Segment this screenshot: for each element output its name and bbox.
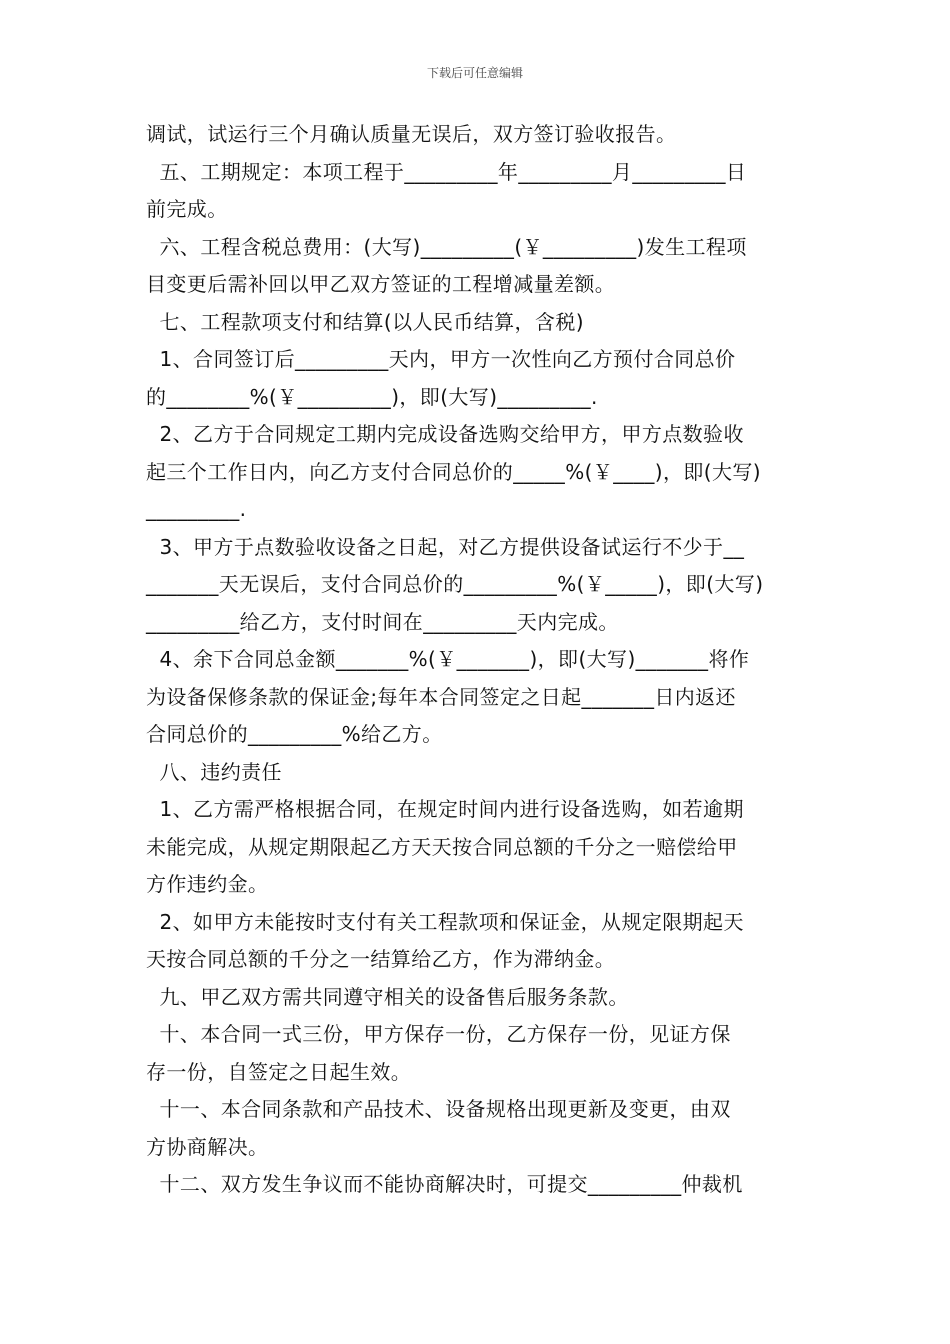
text-line: 合同总价的_________%给乙方。 — [146, 722, 443, 746]
text-line: _______天无误后，支付合同总价的_________%(￥_____)，即(大写) — [146, 572, 764, 596]
text-line: 十二、双方发生争议而不能协商解决时，可提交_________仲裁机 — [146, 1172, 743, 1196]
text-line: 3、甲方于点数验收设备之日起，对乙方提供设备试运行不少于__ — [146, 534, 745, 559]
text-line: 目变更后需补回以甲乙双方签证的工程增减量差额。 — [146, 272, 616, 296]
text-line: 4、余下合同总金额_______%(￥_______)，即(大写)_______将作 — [146, 647, 750, 671]
text-line: 存一份，自签定之日起生效。 — [146, 1059, 412, 1084]
text-line: 十、本合同一式三份，甲方保存一份，乙方保存一份，见证方保 — [146, 1022, 731, 1046]
text-line: 方作违约金。 — [146, 872, 269, 896]
text-line: 天按合同总额的千分之一结算给乙方，作为滞纳金。 — [146, 947, 616, 971]
text-line: 未能完成，从规定期限起乙方天天按合同总额的千分之一赔偿给甲 — [146, 834, 738, 859]
text-line: 十一、本合同条款和产品技术、设备规格出现更新及变更，由双 — [146, 1097, 731, 1121]
text-line: 1、合同签订后_________天内，甲方一次性向乙方预付合同总价 — [146, 347, 736, 371]
text-line: 五、工期规定：本项工程于_________年_________月_________日 — [146, 159, 747, 184]
text-line: 1、乙方需严格根据合同，在规定时间内进行设备选购，如若逾期 — [146, 797, 744, 821]
text-line: 六、工程含税总费用：(大写)_________(￥_________)发生工程项 — [146, 234, 747, 259]
text-line: _________. — [146, 497, 247, 521]
text-line: 2、乙方于合同规定工期内完成设备选购交给甲方，甲方点数验收 — [146, 422, 744, 446]
text-line: 前完成。 — [146, 197, 228, 221]
text-line: 的________%(￥_________)，即(大写)_________. — [146, 384, 598, 409]
text-line: 九、甲乙双方需共同遵守相关的设备售后服务条款。 — [146, 984, 629, 1009]
page-header: 下载后可任意编辑 — [426, 66, 523, 80]
text-line: 方协商解决。 — [146, 1134, 269, 1159]
text-line: 调试，试运行三个月确认质量无误后，双方签订验收报告。 — [146, 122, 677, 146]
text-line: 2、如甲方未能按时支付有关工程款项和保证金，从规定限期起天 — [146, 909, 744, 934]
text-line: 七、工程款项支付和结算(以人民币结算，含税) — [146, 309, 584, 334]
text-line: 为设备保修条款的保证金;每年本合同签定之日起_______日内返还 — [146, 684, 736, 709]
text-line: 八、违约责任 — [146, 759, 282, 784]
text-line: 起三个工作日内，向乙方支付合同总价的_____%(￥____)，即(大写) — [146, 459, 762, 484]
document-body — [146, 116, 816, 1204]
text-line: _________给乙方，支付时间在_________天内完成。 — [146, 609, 619, 634]
